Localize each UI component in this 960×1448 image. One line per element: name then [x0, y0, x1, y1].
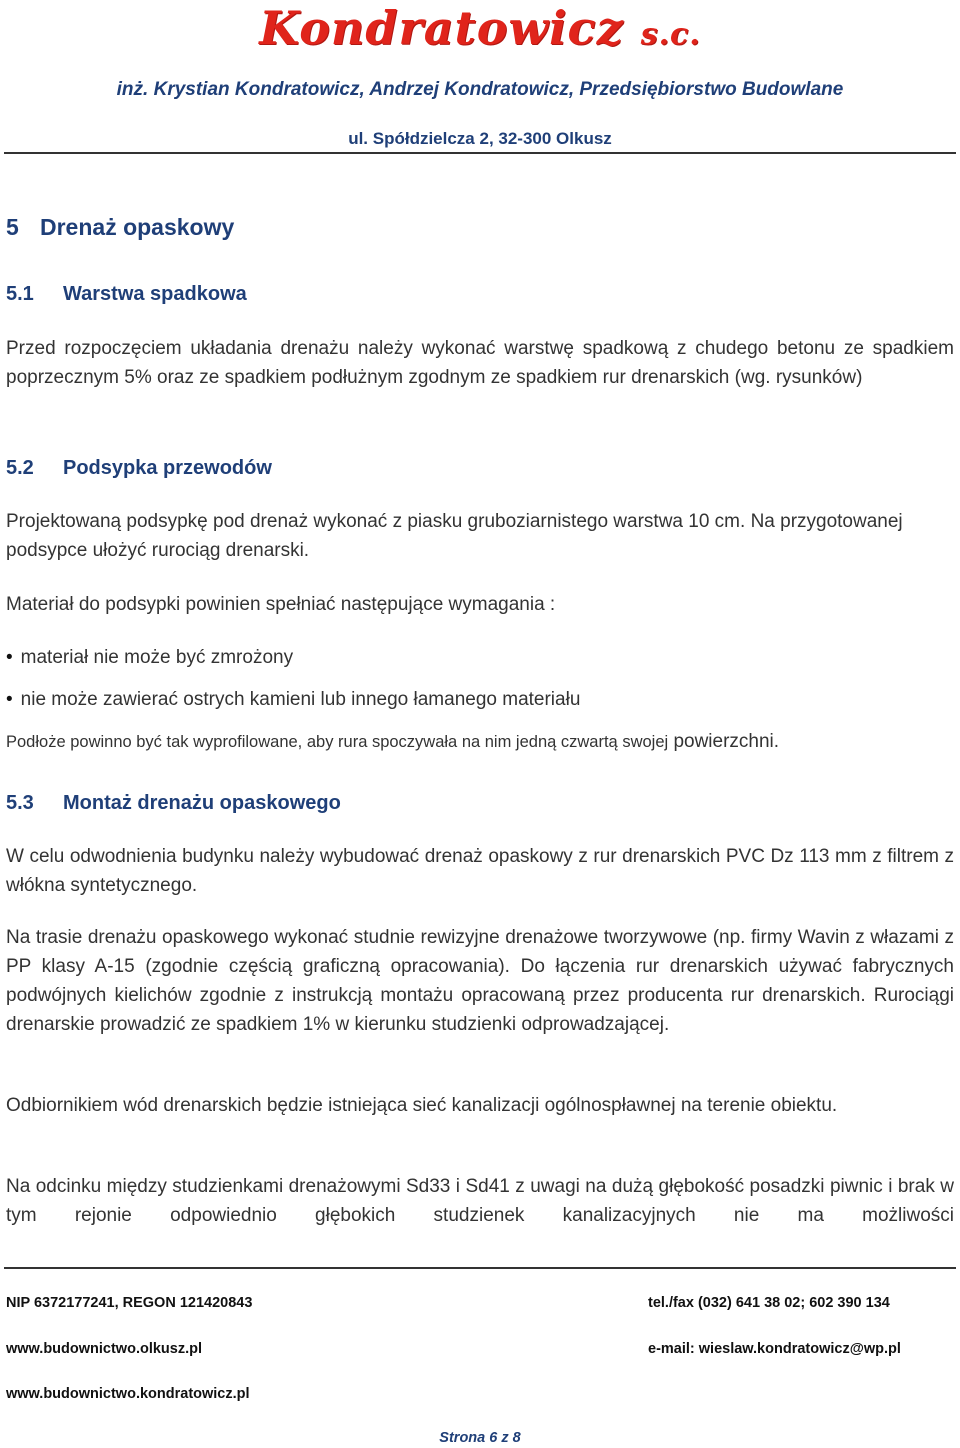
- paragraph-5-2-b: Materiał do podsypki powinien spełniać następujące wymagania :: [6, 594, 556, 615]
- footer-website-link-2[interactable]: www.budownictwo.kondratowicz.pl: [6, 1386, 250, 1402]
- footer-website-link[interactable]: www.budownictwo.olkusz.pl: [6, 1341, 203, 1357]
- footer-divider: [4, 1267, 956, 1269]
- logo-suffix: s.c.: [640, 17, 701, 52]
- section-number: 5: [6, 214, 19, 240]
- subsection-title: Warstwa spadkowa: [63, 283, 247, 305]
- list-item: • materiał nie może być zmrożony: [6, 643, 954, 672]
- paragraph-5-1: Przed rozpoczęciem układania drenażu należy wykonać warstwę spadkową z chudego betonu ze spadkiem poprzecznym 5% oraz ze spadkiem podłużnym zgodnym ze spadkiem rur drenarskich (wg. rysunków): [6, 338, 954, 388]
- paragraph-5-2-c-text: Podłoże powinno być tak wyprofilowane, aby rura spoczywała na nim jedną czwartą swojej: [6, 733, 669, 751]
- footer-nip-regon: NIP 6372177241, REGON 121420843: [6, 1295, 253, 1311]
- header-divider: [4, 152, 956, 154]
- subsection-title: Podsypka przewodów: [63, 457, 272, 479]
- subsection-number: 5.3: [6, 792, 34, 814]
- paragraph-5-3-d: Na odcinku między studzienkami drenażowymi Sd33 i Sd41 z uwagi na dużą głębokość posadzki piwnic i brak w tym rejonie odpowiednio głębokich studzienek kanalizacyjnych nie ma możliwości: [6, 1176, 954, 1226]
- subsection-heading-5-1: [6, 283, 247, 306]
- section-heading: [6, 214, 234, 241]
- logo-main: Kondratowicz: [259, 1, 624, 55]
- subsection-number: 5.1: [6, 283, 34, 305]
- paragraph-5-2-c: [6, 727, 954, 757]
- subsection-title: Montaż drenażu opaskowego: [63, 792, 341, 814]
- company-address: ul. Spółdzielcza 2, 32-300 Olkusz: [348, 129, 612, 148]
- paragraph-5-2-a: Projektowaną podsypkę pod drenaż wykonać z piasku gruboziarnistego warstwa 10 cm. Na przygotowanej podsypce ułożyć rurociąg drenarski.: [6, 511, 903, 561]
- paragraph-5-3-b: Na trasie drenażu opaskowego wykonać studnie rewizyjne drenażowe tworzywowe (np. firmy Wavin z włazami z PP klasy A-15 (zgodnie częścią graficzną opracowania). Do łączenia rur drenarskich używać fabrycznych podwójnych kielichów zgodnie z instrukcją montażu opracowaną przez producenta rur drenarskich. Rurociągi drenarskie prowadzić ze spadkiem 1% w kierunku studzienki odprowadzającej.: [6, 927, 954, 1035]
- company-name: inż. Krystian Kondratowicz, Andrzej Kondratowicz, Przedsiębiorstwo Budowlane: [116, 79, 844, 100]
- section-title: Drenaż opaskowy: [40, 214, 235, 240]
- paragraph-5-3-c: Odbiornikiem wód drenarskich będzie istniejąca sieć kanalizacji ogólnospławnej na terenie obiektu.: [6, 1095, 838, 1116]
- subsection-heading-5-2: [6, 457, 272, 480]
- list-item: • nie może zawierać ostrych kamieni lub innego łamanego materiału: [6, 685, 954, 714]
- footer-email-link[interactable]: e-mail: wieslaw.kondratowicz@wp.pl: [648, 1341, 901, 1357]
- subsection-number: 5.2: [6, 457, 34, 479]
- page-number: Strona 6 z 8: [439, 1430, 521, 1446]
- subsection-heading-5-3: [6, 792, 341, 815]
- footer-phone: tel./fax (032) 641 38 02; 602 390 134: [648, 1295, 890, 1311]
- company-logo: [0, 0, 960, 63]
- paragraph-5-2-c-end: powierzchni.: [673, 731, 780, 752]
- paragraph-5-3-a: W celu odwodnienia budynku należy wybudować drenaż opaskowy z rur drenarskich PVC Dz 113 mm z filtrem z włókna syntetycznego.: [6, 846, 954, 896]
